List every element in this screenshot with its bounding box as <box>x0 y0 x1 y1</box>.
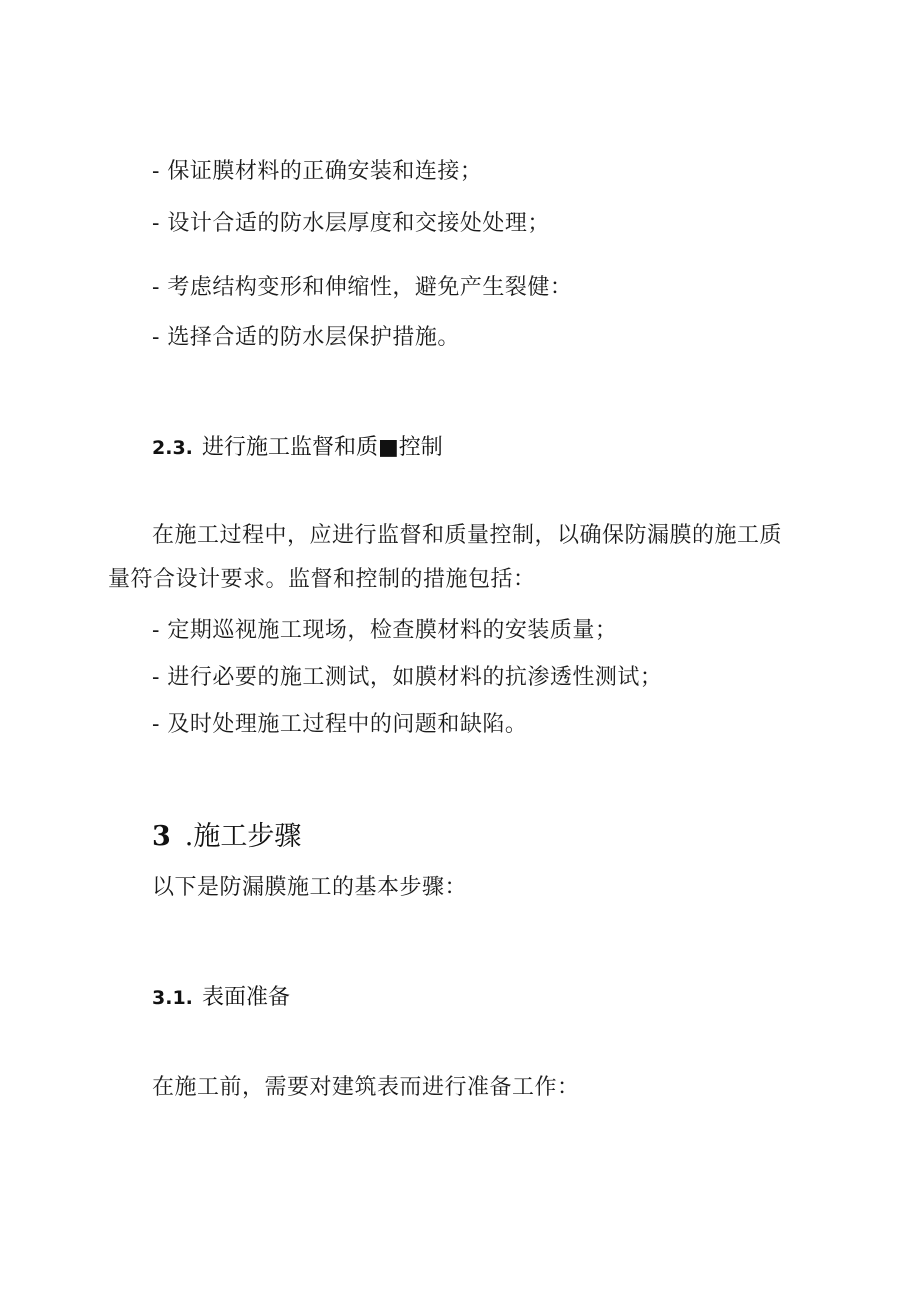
section-number: 2.3. <box>152 437 193 459</box>
list-item: - 选择合适的防水层保护措施。 <box>152 325 460 350</box>
section-heading-2-3 <box>152 434 443 462</box>
section-heading-3-1 <box>152 984 290 1012</box>
paragraph-line: 以下是防漏膜施工的基本步骤： <box>152 875 468 900</box>
paragraph-line: 在施工前，需要对建筑表而进行准备工作： <box>152 1075 580 1100</box>
section-heading-3 <box>152 820 301 854</box>
section-number: 3 <box>152 821 171 852</box>
section-number: 3.1. <box>152 987 193 1009</box>
section-title: 表面准备 <box>202 985 291 1010</box>
paragraph-line: 在施工过程中，应进行监督和质量控制，以确保防漏膜的施工质 <box>152 523 783 548</box>
list-item: - 进行必要的施工测试，如膜材料的抗渗透性测试； <box>152 665 663 690</box>
list-item: - 保证膜材料的正确安装和连接； <box>152 159 483 184</box>
list-item: - 及时处理施工过程中的问题和缺陷。 <box>152 712 528 737</box>
list-item: - 设计合适的防水层厚度和交接处处理； <box>152 211 550 236</box>
paragraph-line: 量符合设计要求。监督和控制的措施包括： <box>108 567 536 592</box>
list-item: - 定期巡视施工现场，检查膜材料的安装质量； <box>152 618 618 643</box>
list-item: - 考虑结构变形和伸缩性，避免产生裂健： <box>152 275 573 300</box>
section-title: .施工步骤 <box>184 821 302 852</box>
section-title: 进行施工监督和质■控制 <box>202 435 443 460</box>
